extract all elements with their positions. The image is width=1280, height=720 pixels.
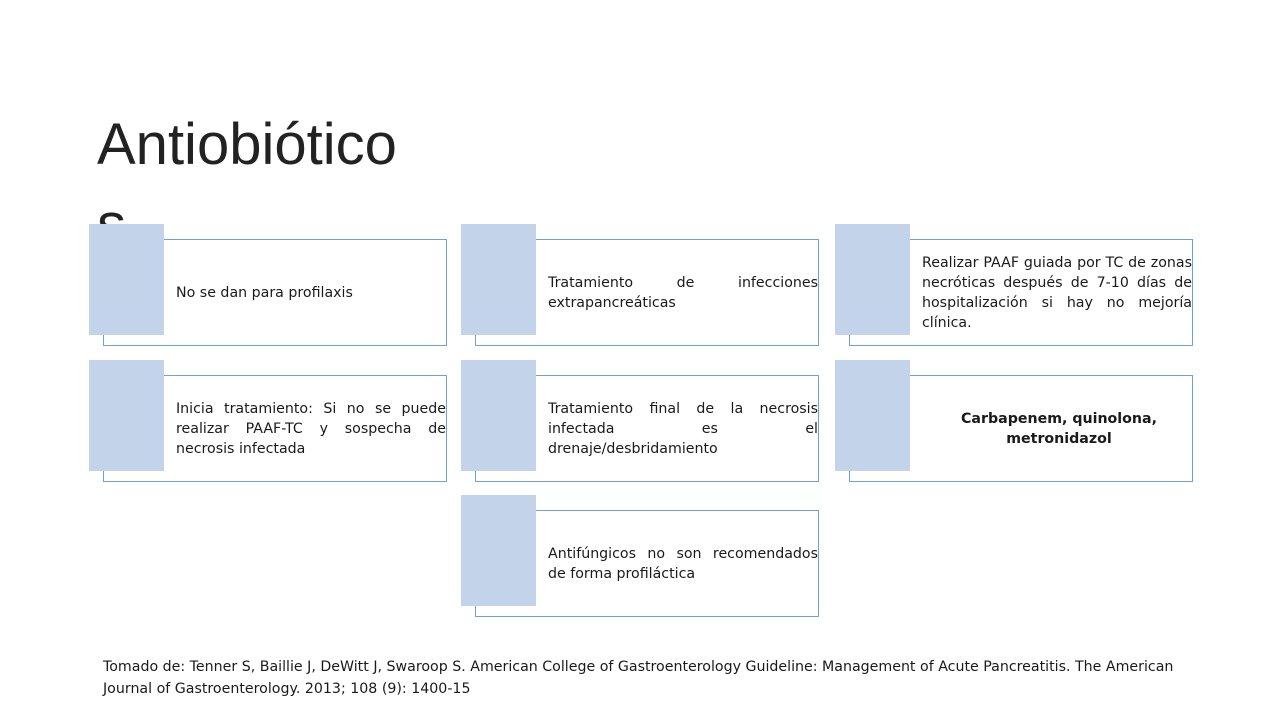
card-text: Carbapenem, quinolona, metronidazol [961, 410, 1157, 447]
card-text: Tratamiento final de la necrosis infectada es el drenaje/desbridamiento [548, 400, 818, 457]
card-text: Antifúngicos no son recomendados de forma profiláctica [548, 545, 818, 582]
slide-title: Antiobiótico [97, 111, 397, 177]
card-text: Inicia tratamiento: Si no se puede realizar PAAF-TC y sospecha de necrosis infectada [176, 400, 446, 457]
card-text: No se dan para profilaxis [176, 284, 353, 301]
card-tab [89, 360, 164, 471]
citation: Tomado de: Tenner S, Baillie J, DeWitt J, Swaroop S. American College of Gastroenterology Guideline: Management of Acute Pancreatitis. The American Journal of Gastroenterology. 2013; 108 (9): 1400-15 [103, 659, 1174, 697]
card-tab [835, 224, 910, 335]
card-text: Tratamiento de infecciones extrapancreáticas [548, 274, 818, 311]
card-tab [461, 360, 536, 471]
card-tab [461, 224, 536, 335]
card-tab [89, 224, 164, 335]
card-tab [461, 495, 536, 606]
card-tab [835, 360, 910, 471]
card-text: Realizar PAAF guiada por TC de zonas necróticas después de 7-10 días de hospitalización si hay no mejoría clínica. [922, 254, 1192, 331]
